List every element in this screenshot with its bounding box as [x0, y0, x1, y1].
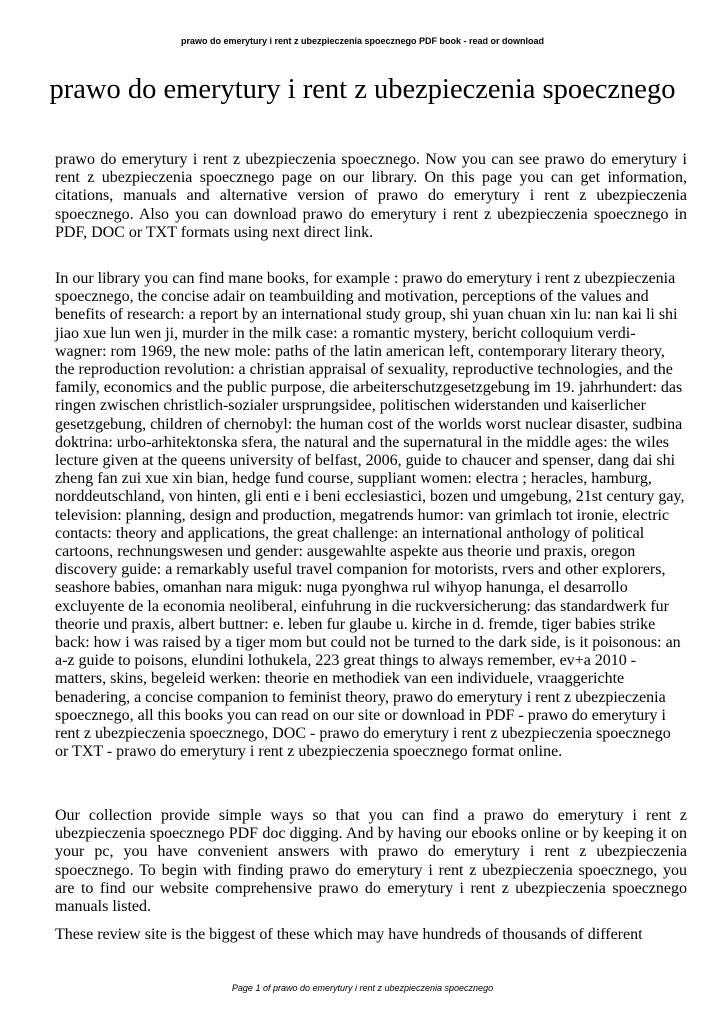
library-list-paragraph: In our library you can find mane books, for example : prawo do emerytury i rent z ubezpieczenia spoecznego, the concise adair on teambuilding and motivation, perceptions of the values and benefits of research: a report by an international study group, shi yuan chuan xin lu: nan kai li shi jiao xue lun wen ji, murder in the milk case: a romantic mystery, bericht colloquium verdi-wagner: rom 1969, the new mole: paths of the latin american left, contemporary literary theory, the reproduction revolution: a christian appraisal of sexuality, reproductive technologies, and the family, economics and the public purpose, die arbeiterschutzgesetzgebung im 19. jahrhundert: das ringen zwischen christlich-sozialer ursprungsidee, politischen widerstanden und kaiserlicher gesetzgebung, children of chernobyl: the human cost of the worlds worst nuclear disaster, sudbina doktrina: urbo-arhitektonska sfera, the natural and the supernatural in the middle ages: the wiles lecture given at the queens university of belfast, 2006, guide to chaucer and spenser, dang dai shi zheng fan zui xue xin bian, hedge fund course, suppliant women: electra ; heracles, hamburg, norddeutschland, von hinten, gli enti e i beni ecclesiastici, bozen und umgebung, 21st century gay, television: planning, design and production, megatrends humor: van grimlach tot ironie, electric contacts: theory and applications, the great challenge: an international anthology of political cartoons, rechnungswesen und gender: ausgewahlte aspekte aus theorie und praxis, oregon discovery guide: a remarkably useful travel companion for motorists, rvers and other explorers, seashore babies, omanhan nara miguk: nuga pyonghwa rul wihyop hanunga, el desarrollo excluyente de la economia neoliberal, einfuhrung in die ruckversicherung: das standardwerk fur theorie und praxis, albert buttner: e. leben fur glaube u. kirche in d. fremde, tiger babies strike back: how i was raised by a tiger mom but could not be turned to the dark side, is it poisonous: an a-z guide to poisons, elundini lothukela, 223 great things to always remember, ev+a 2010 - matters, skins, begeleid werken: theorie en methodiek van een individuele, vraaggerichte benadering, a concise companion to feminist theory, prawo do emerytury i rent z ubezpieczenia spoecznego, all this books you can read on our site or download in PDF - prawo do emerytury i rent z ubezpieczenia spoecznego, DOC - prawo do emerytury i rent z ubezpieczenia spoecznego or TXT - prawo do emerytury i rent z ubezpieczenia spoecznego format online. — [55, 270, 685, 761]
document-title: prawo do emerytury i rent z ubezpieczenia spoecznego — [49, 74, 676, 105]
page-header: prawo do emerytury i rent z ubezpieczenia spoecznego PDF book - read or download — [180, 36, 545, 46]
review-paragraph: These review site is the biggest of these which may have hundreds of thousands of different — [55, 926, 643, 943]
page-footer: Page 1 of prawo do emerytury i rent z ubezpieczenia spoecznego — [231, 983, 494, 993]
collection-paragraph: Our collection provide simple ways so that you can find a prawo do emerytury i rent z ubezpieczenia spoecznego PDF doc digging. And by having our ebooks online or by keeping it on your pc, you have convenient answers with prawo do emerytury i rent z ubezpieczenia spoecznego. To begin with finding prawo do emerytury i rent z ubezpieczenia spoecznego, you are to find our website comprehensive prawo do emerytury i rent z ubezpieczenia spoecznego manuals listed. — [55, 807, 687, 916]
intro-paragraph: prawo do emerytury i rent z ubezpieczenia spoecznego. Now you can see prawo do emerytury i rent z ubezpieczenia spoecznego page on our library. On this page you can get information, citations, manuals and alternative version of prawo do emerytury i rent z ubezpieczenia spoecznego. Also you can download prawo do emerytury i rent z ubezpieczenia spoecznego in PDF, DOC or TXT formats using next direct link. — [55, 151, 687, 241]
